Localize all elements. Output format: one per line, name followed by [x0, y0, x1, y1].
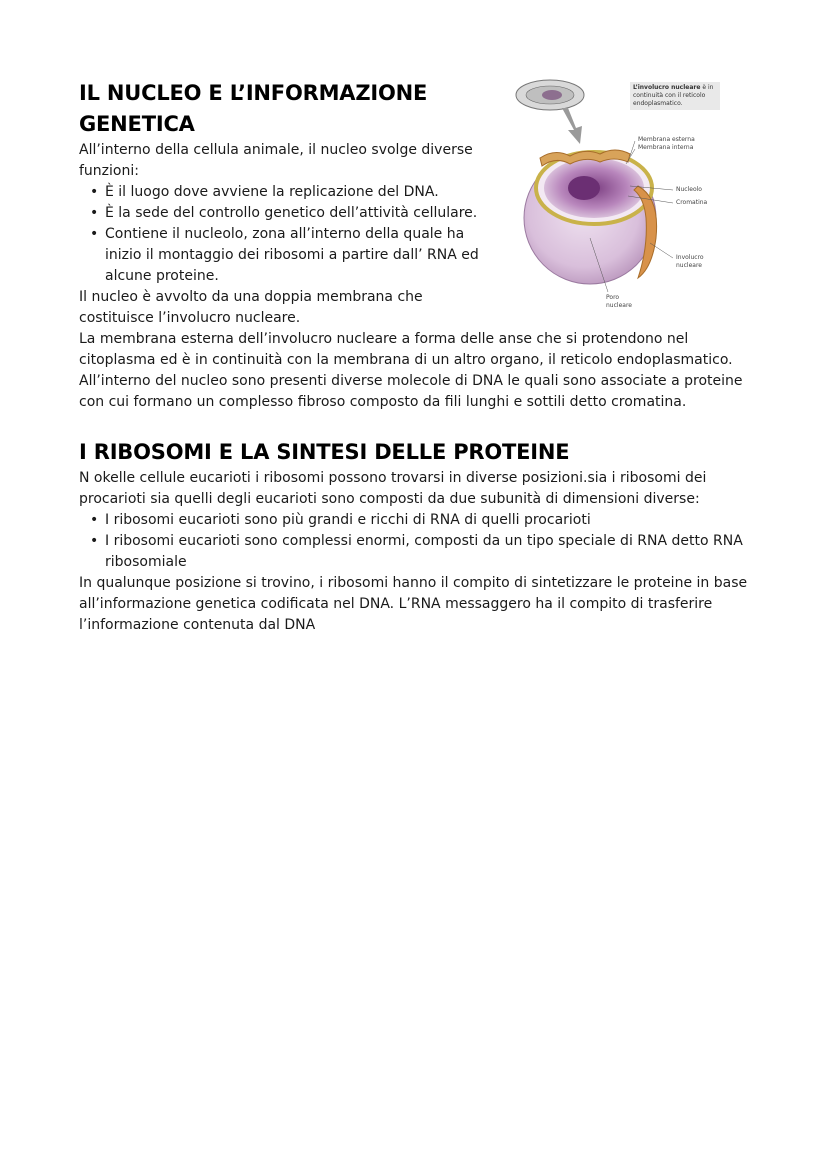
label-cromatina: Cromatina — [676, 199, 708, 206]
functions-list — [79, 182, 480, 287]
section-ribosomi — [79, 437, 749, 636]
paragraph-membrana-text: La membrana esterna dell’involucro nucleare a forma delle anse che si protendono nel citoplasma ed è in continuità con la membrana di un altro organo, il reticolo endoplasmatico. — [79, 331, 733, 368]
label-nucleolo: Nucleolo — [676, 186, 702, 193]
paragraph-cromatina: All’interno del nucleo sono presenti diverse molecole di DNA le quali sono associate a proteine con cui formano un complesso fibroso composto da fili lunghi e sottili detto cromatina. — [79, 373, 743, 410]
list-item: • I ribosomi eucarioti sono più grandi e ricchi di RNA di quelli procarioti — [105, 510, 749, 531]
label-poro-2: nucleare — [606, 302, 632, 309]
paragraph-sintesi: In qualunque posizione si trovino, i ribosomi hanno il compito di sintetizzare le proteine in base all’informazione genetica codificata nel DNA. L’RNA messaggero ha il compito di trasferire l’informazione contenuta dal DNA — [79, 575, 748, 633]
section-title-ribosomi: I RIBOSOMI E LA SINTESI DELLE PROTEINE — [79, 440, 570, 464]
list-item: • Contiene il nucleolo, zona all’interno della quale ha inizio il montaggio dei ribosomi a partire dall’ RNA ed alcune proteine. — [105, 224, 480, 287]
label-membrana-esterna: Membrana esterna — [638, 136, 695, 143]
section-title-nucleo: IL NUCLEO E L’INFORMAZIONE GENETICA — [79, 81, 428, 136]
list-item: • È il luogo dove avviene la replicazione del DNA. — [105, 182, 480, 203]
label-membrana-interna: Membrana interna — [638, 144, 694, 151]
ribosomes-list — [79, 510, 749, 573]
list-item: • È la sede del controllo genetico dell’attività cellulare. — [105, 203, 480, 224]
section-nucleo — [79, 78, 749, 413]
document-page — [79, 78, 749, 636]
intro-paragraph-ribosomi: N okelle cellule eucarioti i ribosomi possono trovarsi in diverse posizioni.sia i ribosomi dei procarioti sia quelli degli eucarioti sono composti da due subunità di dimensioni diverse: — [79, 470, 707, 507]
figure-caption-bold: L’involucro nucleare — [633, 84, 701, 91]
paragraph-membrana — [79, 329, 749, 371]
figure-caption-text: è in continuità con il reticolo endoplasmatico. — [633, 84, 714, 107]
label-involucro-1: Involucro — [676, 254, 704, 261]
intro-paragraph: All’interno della cellula animale, il nucleo svolge diverse funzioni: — [79, 142, 473, 179]
label-poro-1: Poro — [606, 294, 620, 301]
list-item: • I ribosomi eucarioti sono complessi enormi, composti da un tipo speciale di RNA detto RNA ribosomiale — [105, 531, 749, 573]
label-involucro-2: nucleare — [676, 262, 702, 269]
paragraph-involucro: Il nucleo è avvolto da una doppia membrana che costituisce l’involucro nucleare. — [79, 289, 423, 326]
